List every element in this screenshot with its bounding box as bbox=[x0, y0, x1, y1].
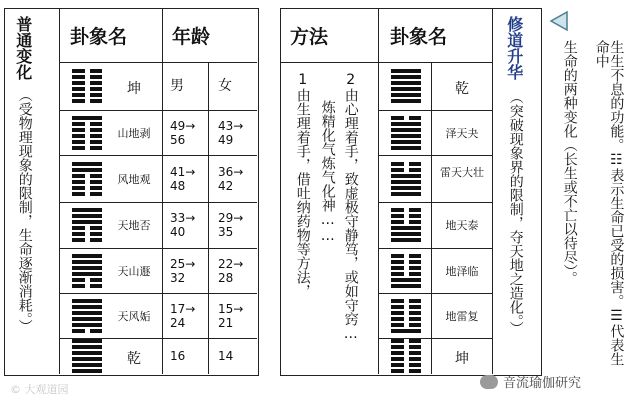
right-gua-name: 雷天大壮 bbox=[440, 165, 484, 179]
left-male-age: 17→ 24 bbox=[170, 301, 196, 330]
left-gua-name: 风地观 bbox=[117, 172, 151, 186]
hexagram-icon bbox=[72, 162, 102, 198]
method-2-text: 2由心理着手，致虚极守静笃，或如守窍… bbox=[342, 72, 359, 342]
hexagram-icon bbox=[391, 116, 421, 152]
left-gua-name: 坤 bbox=[127, 81, 141, 97]
right-header-gua: 卦象名 bbox=[390, 26, 448, 48]
right-side-title: 修道升华 bbox=[504, 16, 524, 80]
method-2-subtext: 炼精化气炼气化神…… bbox=[319, 100, 336, 244]
right-grid-line bbox=[492, 8, 493, 374]
hexagram-icon bbox=[391, 162, 421, 198]
right-gua-name: 乾 bbox=[455, 81, 469, 97]
right-grid-line bbox=[378, 155, 492, 156]
right-grid-line bbox=[431, 62, 432, 374]
left-female-age: 22→ 28 bbox=[218, 256, 244, 285]
watermark-left: © 大观道园 bbox=[10, 383, 69, 396]
hexagram-icon bbox=[391, 339, 421, 375]
left-male-age: 男 bbox=[170, 78, 184, 94]
left-male-age: 25→ 32 bbox=[170, 256, 196, 285]
right-gua-name: 泽天夬 bbox=[445, 126, 479, 140]
hexagram-icon bbox=[391, 69, 421, 105]
left-header-age: 年龄 bbox=[172, 26, 211, 48]
left-grid-line bbox=[59, 155, 257, 156]
left-male-age: 41→ 48 bbox=[170, 164, 196, 193]
left-header-gua: 卦象名 bbox=[70, 26, 128, 48]
hexagram-icon bbox=[391, 208, 421, 244]
left-grid-line bbox=[59, 62, 257, 63]
wechat-icon bbox=[480, 375, 498, 389]
left-male-age: 49→ 56 bbox=[170, 118, 196, 147]
triangle-pointer-icon bbox=[548, 10, 570, 32]
method-1-text: 1由生理着手，借吐纳药物等方法， bbox=[294, 72, 311, 298]
hexagram-icon bbox=[72, 339, 102, 375]
far-right-note-col1: 生生不息的功能。☷表示生命已受的损害。☰代表生命中 bbox=[593, 40, 625, 366]
left-grid-line bbox=[59, 293, 257, 294]
left-gua-name: 天地否 bbox=[117, 219, 151, 232]
right-grid-line bbox=[378, 110, 492, 111]
left-male-age: 16 bbox=[170, 349, 186, 363]
right-header-method: 方法 bbox=[290, 26, 329, 48]
hexagram-icon bbox=[72, 254, 102, 290]
hexagram-icon bbox=[72, 116, 102, 152]
hexagram-icon bbox=[72, 208, 102, 244]
hexagram-icon bbox=[391, 254, 421, 290]
watermark-right bbox=[480, 372, 581, 391]
left-female-age: 14 bbox=[218, 349, 234, 363]
left-male-age: 33→ 40 bbox=[170, 211, 196, 239]
left-grid-line bbox=[59, 202, 257, 203]
left-gua-name: 乾 bbox=[127, 351, 141, 367]
left-side-note: （受物理现象的限制，生命逐渐消耗。） bbox=[16, 88, 33, 333]
left-grid-line bbox=[59, 248, 257, 249]
left-female-age: 36→ 42 bbox=[218, 164, 244, 193]
left-female-age: 15→ 21 bbox=[218, 301, 244, 330]
right-grid-line bbox=[280, 62, 492, 63]
right-gua-name: 坤 bbox=[455, 351, 469, 367]
right-grid-line bbox=[378, 202, 492, 203]
left-gua-name: 山地剥 bbox=[117, 126, 151, 140]
right-side-note: （突破现象界的限制，夺天地之造化。） bbox=[507, 90, 524, 335]
left-gua-name: 天山遯 bbox=[117, 264, 151, 278]
hexagram-icon bbox=[72, 69, 102, 105]
right-grid-line bbox=[378, 248, 492, 249]
left-female-age: 43→ 49 bbox=[218, 118, 244, 147]
hexagram-icon bbox=[391, 299, 421, 335]
watermark-right-text: 音流瑜伽研究 bbox=[503, 376, 582, 391]
left-female-age: 29→ 35 bbox=[218, 211, 244, 239]
left-gua-name: 天风姤 bbox=[117, 309, 151, 323]
left-grid-line bbox=[59, 110, 257, 111]
hexagram-icon bbox=[72, 299, 102, 335]
left-side-title: 普通变化 bbox=[13, 16, 33, 80]
far-right-note-col2: 生命的两种变化（长生或不亡以待尽）。 bbox=[561, 40, 578, 285]
right-grid-line bbox=[378, 293, 492, 294]
right-gua-name: 地泽临 bbox=[445, 264, 479, 278]
left-female-age: 女 bbox=[218, 78, 232, 94]
right-gua-name: 地雷复 bbox=[445, 309, 479, 323]
left-grid-line bbox=[208, 62, 209, 374]
right-gua-name: 地天泰 bbox=[445, 219, 479, 232]
